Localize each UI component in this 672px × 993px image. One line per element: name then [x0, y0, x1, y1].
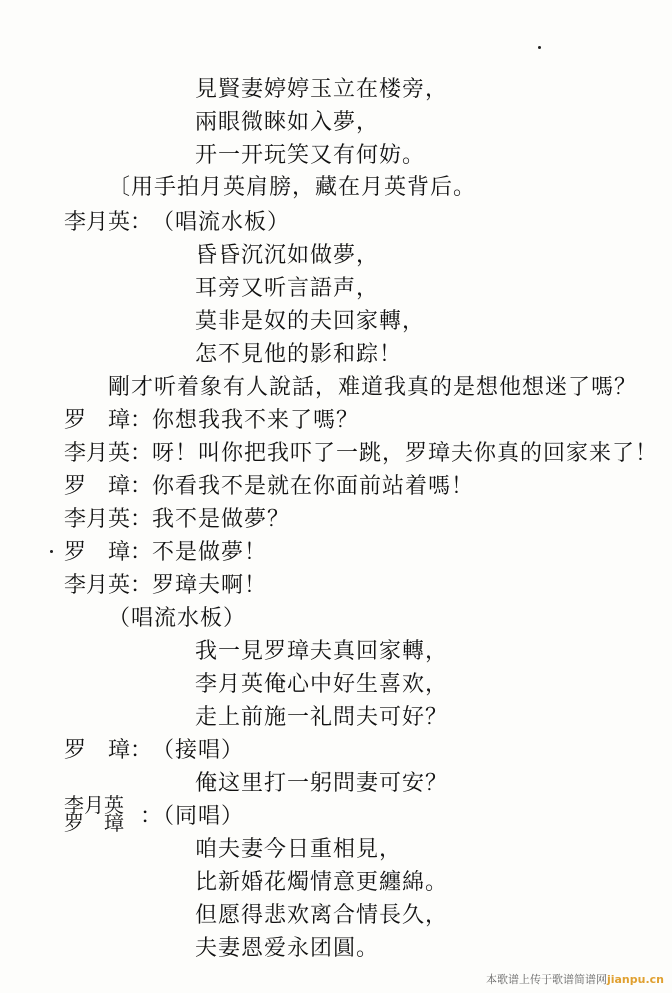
dialogue-line: 罗璋夫啊！ — [152, 573, 268, 598]
verse-line: 昏昏沉沉如做夢， — [195, 243, 380, 268]
dialogue-line: （唱流水板） — [152, 210, 291, 235]
dialogue-line: （接唱） — [152, 738, 245, 763]
verse-line: 俺这里打一躬問妻可安？ — [195, 771, 449, 796]
verse-line: 耳旁又听言語声， — [195, 276, 380, 301]
watermark — [486, 971, 664, 987]
speaker-label: 罗 璋： — [64, 738, 153, 763]
verse-line: 比新婚花燭情意更纏綿。 — [195, 870, 449, 895]
stage-direction: 剛才听着象有人說話，难道我真的是想他想迷了嗎？ — [108, 375, 638, 400]
verse-line: 莫非是奴的夫回家轉， — [195, 309, 426, 334]
stage-direction: （唱流水板） — [108, 606, 247, 631]
speaker-label: 李月英： — [64, 507, 153, 532]
verse-line: 咱夫妻今日重相見， — [195, 837, 403, 862]
speaker-label: 李月英： — [64, 573, 153, 598]
dialogue-line: 我不是做夢？ — [152, 507, 291, 532]
dialogue-line: 你看我不是就在你面前站着嗎！ — [152, 474, 475, 499]
dialogue-line: 不是做夢！ — [152, 540, 268, 565]
speaker-label: 李月英 — [64, 793, 124, 817]
verse-line: 我一見罗璋夫真回家轉， — [195, 639, 449, 664]
ink-speck — [538, 46, 541, 49]
dialogue-line: ：（同唱） — [140, 804, 245, 829]
watermark-prefix: 本歌谱上传于歌谱简谱网 — [485, 973, 607, 986]
stage-direction: 〔用手拍月英肩膀，藏在月英背后。 — [108, 175, 477, 200]
dialogue-line: 呀！叫你把我吓了一跳，罗璋夫你真的回家来了！ — [152, 441, 659, 466]
duet-speakers — [64, 793, 124, 835]
speaker-label: 罗 璋： — [64, 540, 153, 565]
speaker-label: 罗 璋： — [64, 408, 153, 433]
speaker-label: 李月英： — [64, 210, 153, 235]
verse-line: 兩眼微睞如入夢， — [195, 110, 380, 135]
verse-line: 怎不見他的影和踪！ — [195, 342, 403, 367]
dialogue-line: 你想我我不来了嗎？ — [152, 408, 360, 433]
ink-speck — [50, 550, 53, 553]
verse-line: 走上前施一礼問夫可好？ — [195, 705, 449, 730]
verse-line: 見賢妻婷婷玉立在楼旁， — [195, 77, 449, 102]
speaker-label: 罗 璋 — [64, 811, 124, 835]
verse-line: 开一开玩笑又有何妨。 — [195, 143, 426, 168]
verse-line: 夫妻恩爱永团圓。 — [195, 936, 380, 961]
watermark-site: jianpu.cn — [606, 973, 664, 986]
verse-line: 但愿得悲欢离合情長久， — [195, 903, 449, 928]
speaker-label: 罗 璋： — [64, 474, 153, 499]
speaker-label: 李月英： — [64, 441, 153, 466]
verse-line: 李月英俺心中好生喜欢， — [195, 672, 449, 697]
